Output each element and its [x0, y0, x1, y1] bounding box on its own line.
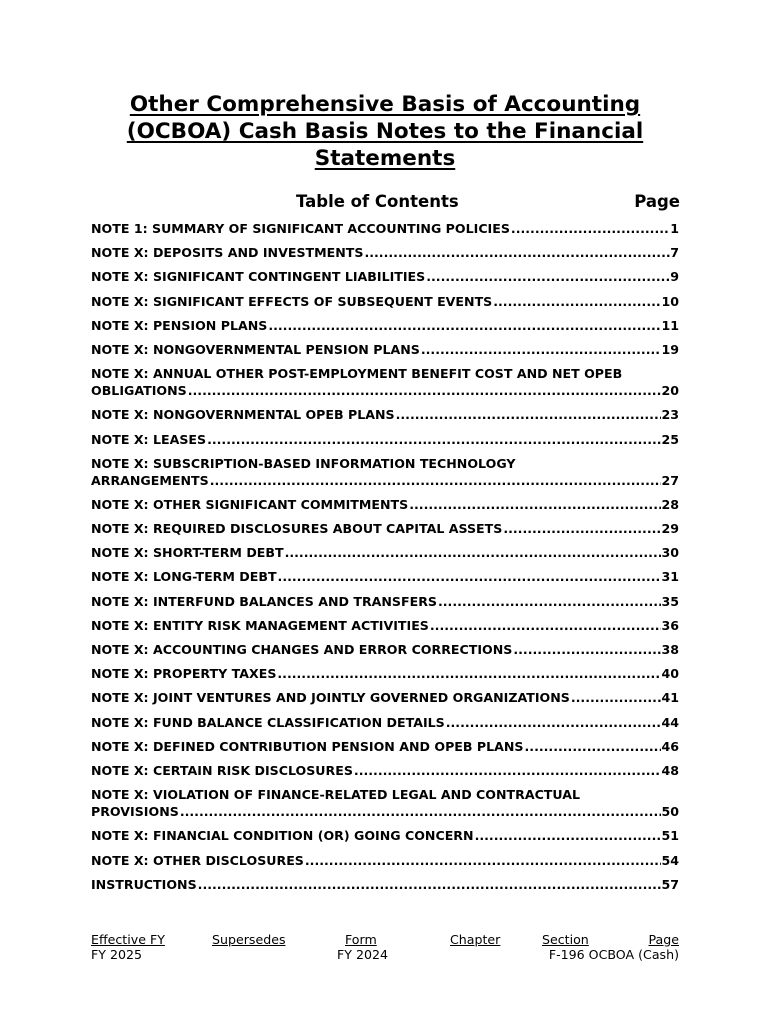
toc-entry[interactable] — [91, 714, 679, 731]
toc-entry-line — [91, 738, 679, 755]
toc-entry-line — [91, 617, 679, 634]
toc-entry-title: NOTE 1: SUMMARY OF SIGNIFICANT ACCOUNTING POLICIES — [91, 221, 510, 236]
footer-chapter-label: Chapter — [450, 932, 501, 947]
toc-entry[interactable] — [91, 738, 679, 755]
toc-entry-title: NOTE X: REQUIRED DISCLOSURES ABOUT CAPITAL ASSETS — [91, 521, 503, 537]
dot-leader — [408, 496, 661, 513]
toc-entry[interactable] — [91, 431, 679, 448]
toc-entry-page-number: 44 — [661, 714, 679, 730]
toc-entry-line — [91, 714, 679, 731]
toc-entry-page-number: 9 — [670, 269, 679, 285]
toc-entry-line — [91, 568, 679, 585]
dot-leader — [395, 406, 662, 423]
dot-leader — [570, 689, 662, 706]
dot-leader — [197, 876, 662, 893]
toc-entry[interactable] — [91, 293, 679, 310]
toc-entry[interactable] — [91, 544, 679, 561]
footer-form-label: Form — [345, 932, 377, 947]
toc-page-heading: Page — [634, 192, 680, 211]
dot-leader — [445, 714, 662, 731]
toc-entry-page-number: 51 — [661, 828, 679, 844]
toc-entry-line — [91, 293, 679, 310]
toc-entry-page-number: 27 — [661, 472, 679, 488]
dot-leader — [304, 852, 662, 869]
toc-entry-title: INSTRUCTIONS — [91, 876, 197, 892]
toc-entry-title: NOTE X: JOINT VENTURES AND JOINTLY GOVERNED ORGANIZATIONS — [91, 690, 570, 706]
toc-entry-title: NOTE X: LEASES — [91, 431, 207, 447]
dot-leader — [492, 293, 661, 310]
dot-leader — [420, 341, 662, 358]
dot-leader — [363, 244, 670, 261]
toc-entry[interactable] — [91, 876, 679, 893]
toc-entry-title: NOTE X: FINANCIAL CONDITION (OR) GOING CONCERN — [91, 828, 474, 844]
dot-leader — [524, 738, 662, 755]
toc-entry[interactable] — [91, 406, 679, 423]
toc-entry-page-number: 31 — [661, 569, 679, 585]
toc-entry[interactable] — [91, 220, 679, 237]
toc-entry[interactable] — [91, 244, 679, 261]
toc-entry-page-number: 40 — [661, 666, 679, 682]
toc-entry[interactable] — [91, 520, 679, 537]
toc-entry-line — [91, 220, 679, 237]
toc-entry-line — [91, 520, 679, 537]
toc-entry-title: NOTE X: ENTITY RISK MANAGEMENT ACTIVITIES — [91, 617, 429, 633]
dot-leader — [206, 431, 661, 448]
toc-entry-page-number: 30 — [661, 545, 679, 561]
toc-entry[interactable] — [91, 827, 679, 844]
footer-form-value: FY 2024 — [337, 947, 388, 962]
toc-entry-page-number: 50 — [661, 804, 679, 820]
toc-entry[interactable] — [91, 496, 679, 513]
toc-entry-title: NOTE X: NONGOVERNMENTAL OPEB PLANS — [91, 407, 395, 423]
toc-entry-line — [91, 762, 679, 779]
toc-entry-line — [91, 593, 679, 610]
dot-leader — [277, 568, 662, 585]
toc-entry-line — [91, 689, 679, 706]
toc-entry-title: NOTE X: PROPERTY TAXES — [91, 666, 277, 682]
dot-leader — [502, 520, 661, 537]
toc-entry-line — [91, 317, 679, 334]
toc-entry-line — [91, 496, 679, 513]
toc-entry[interactable] — [91, 268, 679, 285]
toc-entry-line — [91, 406, 679, 423]
title-line-2: (OCBOA) Cash Basis Notes to the Financial — [126, 119, 644, 144]
toc-entry-line — [91, 852, 679, 869]
toc-entry[interactable] — [91, 365, 679, 399]
document-title — [90, 91, 680, 172]
dot-leader — [510, 220, 670, 237]
toc-entry-text-line: NOTE X: ANNUAL OTHER POST-EMPLOYMENT BENEFIT COST AND NET OPEB — [91, 366, 623, 382]
footer-effective-label: Effective FY — [91, 932, 165, 947]
toc-entry-title: NOTE X: NONGOVERNMENTAL PENSION PLANS — [91, 341, 420, 357]
toc-entry-page-number: 29 — [661, 521, 679, 537]
toc-heading: Table of Contents — [296, 192, 459, 211]
toc-entry-line — [91, 827, 679, 844]
toc-entry-page-number: 38 — [661, 642, 679, 657]
footer-page-label: Page — [648, 932, 679, 947]
toc-entry-title: NOTE X: DEPOSITS AND INVESTMENTS — [91, 245, 364, 261]
toc-entry-page-number: 41 — [661, 690, 679, 706]
toc-entry-title: NOTE X: SHORT-TERM DEBT — [91, 545, 284, 561]
table-of-contents — [91, 220, 679, 900]
toc-entry-line — [91, 641, 679, 658]
toc-entry[interactable] — [91, 689, 679, 706]
toc-entry-page-number: 36 — [661, 617, 679, 633]
toc-entry-page-number: 28 — [661, 496, 679, 512]
page-footer — [91, 932, 679, 966]
toc-entry-title: NOTE X: PENSION PLANS — [91, 317, 268, 333]
toc-entry-line — [91, 544, 679, 561]
toc-entry-line — [91, 665, 679, 682]
toc-entry-page-number: 54 — [661, 852, 679, 868]
toc-entry[interactable] — [91, 455, 679, 489]
toc-entry-title: NOTE X: SIGNIFICANT CONTINGENT LIABILITIES — [91, 269, 426, 285]
toc-entry-page-number: 48 — [661, 762, 679, 778]
toc-entry[interactable] — [91, 665, 679, 682]
dot-leader — [187, 382, 662, 399]
toc-entry[interactable] — [91, 317, 679, 334]
toc-entry-title: NOTE X: DEFINED CONTRIBUTION PENSION AND OPEB PLANS — [91, 738, 524, 754]
toc-entry-text-line: NOTE X: SUBSCRIPTION-BASED INFORMATION TECHNOLOGY — [91, 455, 516, 471]
title-line-3: Statements — [314, 146, 456, 171]
toc-entry-page-number: 1 — [670, 221, 679, 236]
toc-entry-line — [91, 431, 679, 448]
toc-entry[interactable] — [91, 568, 679, 585]
footer-page-value: F-196 OCBOA (Cash) — [548, 947, 679, 962]
toc-entry-title: NOTE X: INTERFUND BALANCES AND TRANSFERS — [91, 593, 437, 609]
toc-entry[interactable] — [91, 786, 679, 820]
dot-leader — [284, 544, 662, 561]
dot-leader — [353, 762, 662, 779]
toc-entry-line — [91, 268, 679, 285]
footer-effective-value: FY 2025 — [91, 947, 142, 962]
toc-entry-line — [91, 341, 679, 358]
toc-entry-page-number: 19 — [661, 341, 679, 357]
toc-entry[interactable] — [91, 641, 679, 658]
title-line-1: Other Comprehensive Basis of Accounting — [129, 92, 641, 117]
toc-entry-page-number: 46 — [661, 738, 679, 754]
toc-entry-title: NOTE X: SIGNIFICANT EFFECTS OF SUBSEQUENT EVENTS — [91, 293, 493, 309]
toc-entry-title: NOTE X: OTHER DISCLOSURES — [91, 852, 304, 868]
toc-entry-text-line: NOTE X: VIOLATION OF FINANCE-RELATED LEGAL AND CONTRACTUAL — [91, 787, 581, 803]
toc-entry[interactable] — [91, 762, 679, 779]
dot-leader — [209, 472, 662, 489]
toc-entry-page-number: 20 — [661, 383, 679, 399]
toc-entry-line — [91, 472, 679, 489]
dot-leader — [267, 317, 661, 334]
toc-entry-line — [91, 244, 679, 261]
toc-entry-title: PROVISIONS — [91, 804, 179, 820]
toc-entry-title: ARRANGEMENTS — [91, 472, 209, 488]
toc-entry[interactable] — [91, 341, 679, 358]
toc-entry-page-number: 7 — [670, 245, 679, 261]
dot-leader — [425, 268, 670, 285]
toc-entry[interactable] — [91, 593, 679, 610]
toc-entry-title: NOTE X: FUND BALANCE CLASSIFICATION DETAILS — [91, 714, 445, 730]
toc-entry-title: NOTE X: OTHER SIGNIFICANT COMMITMENTS — [91, 496, 409, 512]
toc-entry-line — [91, 876, 679, 893]
dot-leader — [276, 665, 661, 682]
toc-entry-page-number: 35 — [661, 593, 679, 609]
footer-supersedes-label: Supersedes — [212, 932, 286, 947]
dot-leader — [437, 593, 661, 610]
dot-leader — [512, 641, 661, 658]
toc-entry-line — [91, 803, 679, 820]
toc-entry-title: NOTE X: LONG-TERM DEBT — [91, 569, 277, 585]
toc-entry-title: NOTE X: CERTAIN RISK DISCLOSURES — [91, 762, 353, 778]
toc-entry-page-number: 23 — [661, 407, 679, 423]
toc-header — [90, 192, 680, 214]
toc-entry[interactable] — [91, 617, 679, 634]
toc-entry-line — [91, 382, 679, 399]
toc-entry-page-number: 11 — [661, 317, 679, 333]
dot-leader — [474, 827, 662, 844]
toc-entry-page-number: 25 — [661, 431, 679, 447]
toc-entry-page-number: 10 — [661, 293, 679, 309]
dot-leader — [179, 803, 662, 820]
footer-section-label: Section — [542, 932, 589, 947]
toc-entry-title: OBLIGATIONS — [91, 383, 187, 399]
dot-leader — [429, 617, 662, 634]
toc-entry-page-number: 57 — [661, 876, 679, 892]
toc-entry-title: NOTE X: ACCOUNTING CHANGES AND ERROR CORRECTIONS — [91, 642, 513, 657]
toc-entry[interactable] — [91, 852, 679, 869]
